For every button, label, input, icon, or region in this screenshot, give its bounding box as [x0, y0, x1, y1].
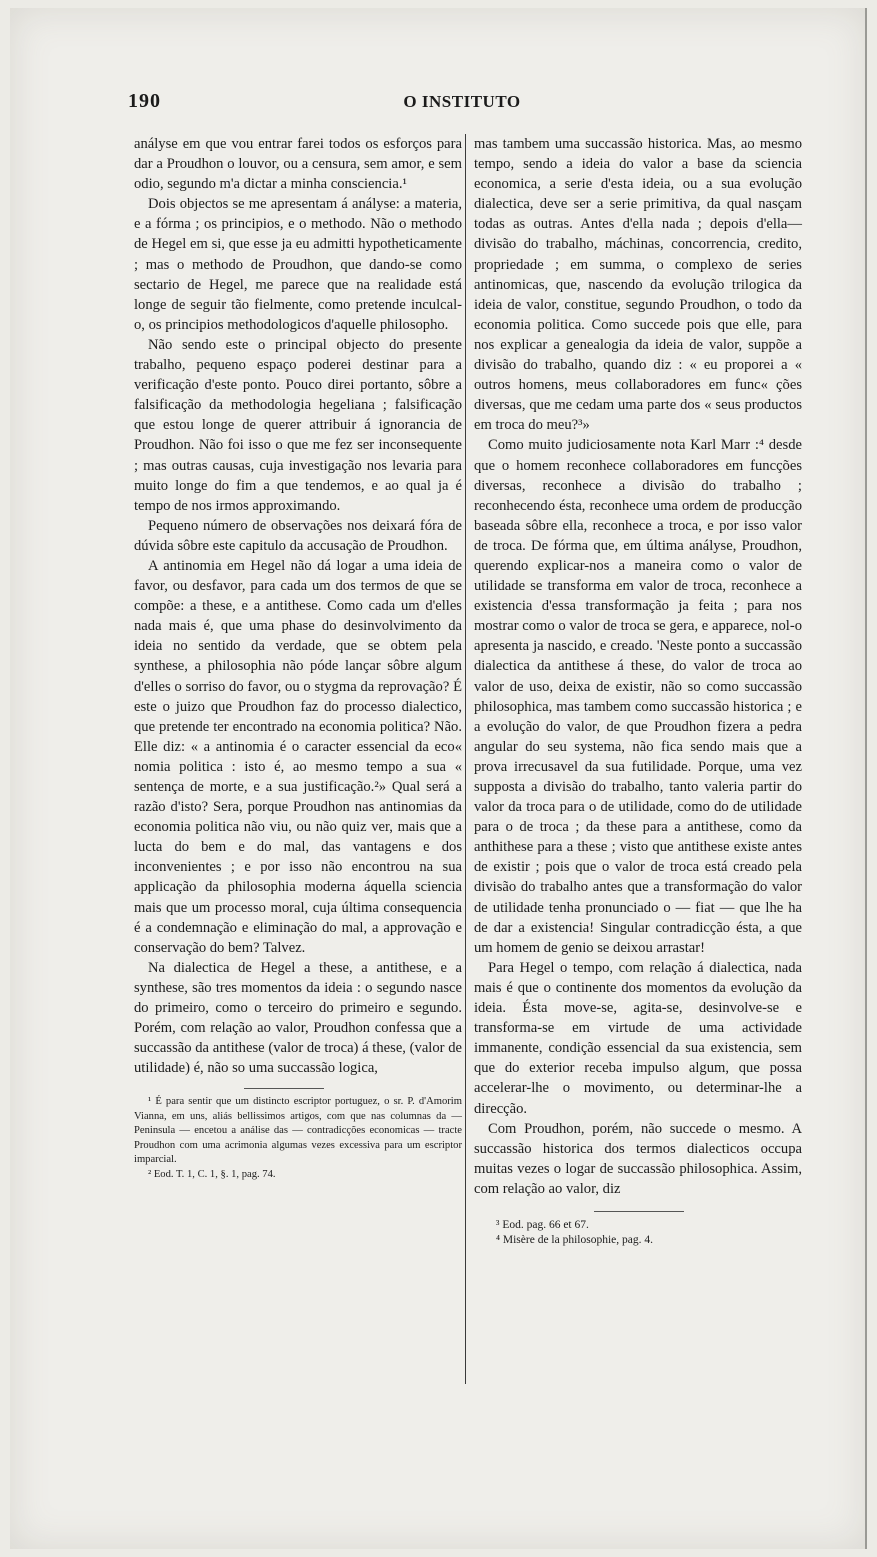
- left-column: [134, 134, 462, 1182]
- footnote-divider-right: [594, 1211, 684, 1212]
- left-paragraph-6: Na dialectica de Hegel a these, a antithese, e a synthese, são tres momentos da ideia : o segundo nasce do primeiro, como o terceiro do primeiro e segundo. Porém, com relação ao valor, Proudhon confessa que a succassão da antithese (valor de troca) á these, (valor de utilidade) é, não so uma succassão logica,: [134, 959, 462, 1077]
- left-paragraph-3: Não sendo este o principal objecto do presente trabalho, pequeno espaço poderei destinar para a verificação d'este ponto. Pouco direi portanto, sôbre a falsificação da methodologia hegeliana ; falsificação que estou longe de querer attribuir á ignorancia de Proudhon. Não foi isso o que me fez ser inconsequente ; mas outras causas, cuja investigação nos levaria para muito longe do fim a que tendemos, e ao qual ja é tempo de nos irmos approximando.: [134, 336, 462, 514]
- footnote-divider: [244, 1088, 324, 1089]
- left-paragraph-4: Pequeno número de observações nos deixará fóra de dúvida sôbre este capitulo da accusação de Proudhon.: [134, 517, 462, 554]
- right-paragraph-3: Para Hegel o tempo, com relação á dialectica, nada mais é que o continente dos momentos da evolução da ideia. Ésta move-se, agita-se, desinvolve-se e transforma-se em virtude de uma actividade immanente, condição essencial da sua existencia, sem que do exterior receba impulso algum, que possa accelerar-lhe o movimento, ou determinar-lhe a direcção.: [474, 959, 802, 1117]
- right-paragraph-1: mas tambem uma succassão historica. Mas, ao mesmo tempo, sendo a ideia do valor a base da sciencia economica, a serie d'esta ideia, ou a sua evolução dialectica, deve ser a serie primitiva, da qual nasçam todas as outras. Antes d'ella nada ; depois d'ella—divisão do trabalho, máchinas, concorrencia, credito, propriedade ; em summa, o complexo de series antinomicas, que, nascendo da evolução trilogica da ideia de valor, constitue, segundo Proudhon, o todo da economia politica. Como succede pois que elle, para nos explicar a genealogia da ideia de valor, suppõe a divisão do trabalho, quando diz : « eu proporei a « outros homens, meus collaboradores em func« ções diversas, que me cedam uma parte dos « seus productos em troca do meu?³»: [474, 136, 802, 434]
- footnote-1: ¹ É para sentir que um distincto escriptor portuguez, o sr. P. d'Amorim Vianna, em uns, aliás bellissimos artigos, com que nas columnas da — Peninsula — encetou a análise das — contradicções economicas — tracte Proudhon com uma acrimonia algumas vezes excessiva para um escriptor imparcial.: [134, 1096, 462, 1166]
- footnote-3: ³ Eod. pag. 66 et 67.: [496, 1218, 589, 1231]
- footnote-2: ² Eod. T. 1, C. 1, §. 1, pag. 74.: [148, 1168, 276, 1180]
- page-edge-line: [865, 8, 867, 1549]
- right-paragraph-2: Como muito judiciosamente nota Karl Marr :⁴ desde que o homem reconhece collaboradores em funcções diversas, reconhece a divisão do trabalho ; reconhecendo ésta, reconhece uma ordem de producção baseada sôbre ella, reconhece a troca, e por isso valor de troca. De fórma que, em última anályse, Proudhon, querendo explicar-nos a maneira como o valor de utilidade se transforma em valor de troca, reconhece a existencia d'essa transformação ja feita ; para nos mostrar como o valor de troca se gera, e apparece, nol-o apresenta ja nascido, e creado. 'Neste ponto a succassão dialectica da antithese á these, do valor de troca ao valor de uso, deixa de existir, não so como succassão philosophica, mas tambem como succassão historica ; e a evolução do valor, de que Proudhon fizera a pedra angular do seu systema, não fica sendo mais que a prova irrecusavel da sua futilidade. Porque, uma vez supposta a divisão do trabalho, tanto valeria partir do valor da troca para o de utilidade, como do de utilidade para o de troca ; da these para a antithese, como da anthithese para a these ; visto que antithese existe antes de existir ; pois que o valor de troca está creado pela divisão do trabalho antes que a transformação do valor de utilidade tenha pronunciado o — fiat — que lhe ha de dar a existencia! Singular contradicção ésta, a que um homem de genio se deixou arrastar!: [474, 437, 802, 956]
- right-paragraph-4: Com Proudhon, porém, não succede o mesmo. A succassão historica dos termos dialecticos occupa muitas vezes o logar de succassão philosophica. Assim, com relação ao valor, diz: [474, 1120, 802, 1197]
- column-rule: [465, 134, 466, 1384]
- page-number: 190: [128, 90, 161, 112]
- footnote-4: ⁴ Misère de la philosophie, pag. 4.: [496, 1234, 653, 1247]
- left-paragraph-1: anályse em que vou entrar farei todos os esforços para dar a Proudhon o louvor, ou a censura, sem amor, e sem odio, segundo m'a dictar a minha consciencia.¹: [134, 136, 462, 193]
- page-header: [128, 90, 796, 116]
- left-paragraph-5: A antinomia em Hegel não dá logar a uma ideia de favor, ou desfavor, para cada um dos termos de que se compõe: a these, e a antithese. Como cada um d'elles nada mais é, que uma phase do desinvolvimento da ideia no sentido da verdade, que se obtem pela synthese, a philosophia não póde lançar sôbre algum d'elles o sorriso do favor, ou o stygma da reprovação? É este o juizo que Proudhon faz do processo dialectico, que pretende ter encontrado na economia politica? Não. Elle diz: « a antinomia é o caracter essencial da eco« nomia politica : isto é, ao mesmo tempo a sua « sentença de morte, e a sua justificação.²» Qual será a razão d'isto? Sera, porque Proudhon nas antinomias da economia politica não viu, ou não quiz ver, mais que a lucta do bem e do mal, das vantagens e dos inconvenientes ; e por isso não encontrou na sua applicação da philosophia moderna áquella sciencia mais que um processo moral, cuja última consequencia é a condemnação e eliminação do mal, a approvação e conservação do bem? Talvez.: [134, 557, 462, 956]
- right-column: [474, 134, 802, 1249]
- running-title: O INSTITUTO: [403, 92, 521, 111]
- left-paragraph-2: Dois objectos se me apresentam á anályse: a materia, e a fórma ; os principios, e o methodo. Não o methodo de Hegel em si, que esse ja eu admitti hypotheticamente ; mas o methodo de Proudhon, que dando-se como sectario de Hegel, me parece que na realidade está longe de seguir tão fielmente, como pretende inculcal-o, os principios methodologicos d'aquelle philosopho.: [134, 196, 462, 333]
